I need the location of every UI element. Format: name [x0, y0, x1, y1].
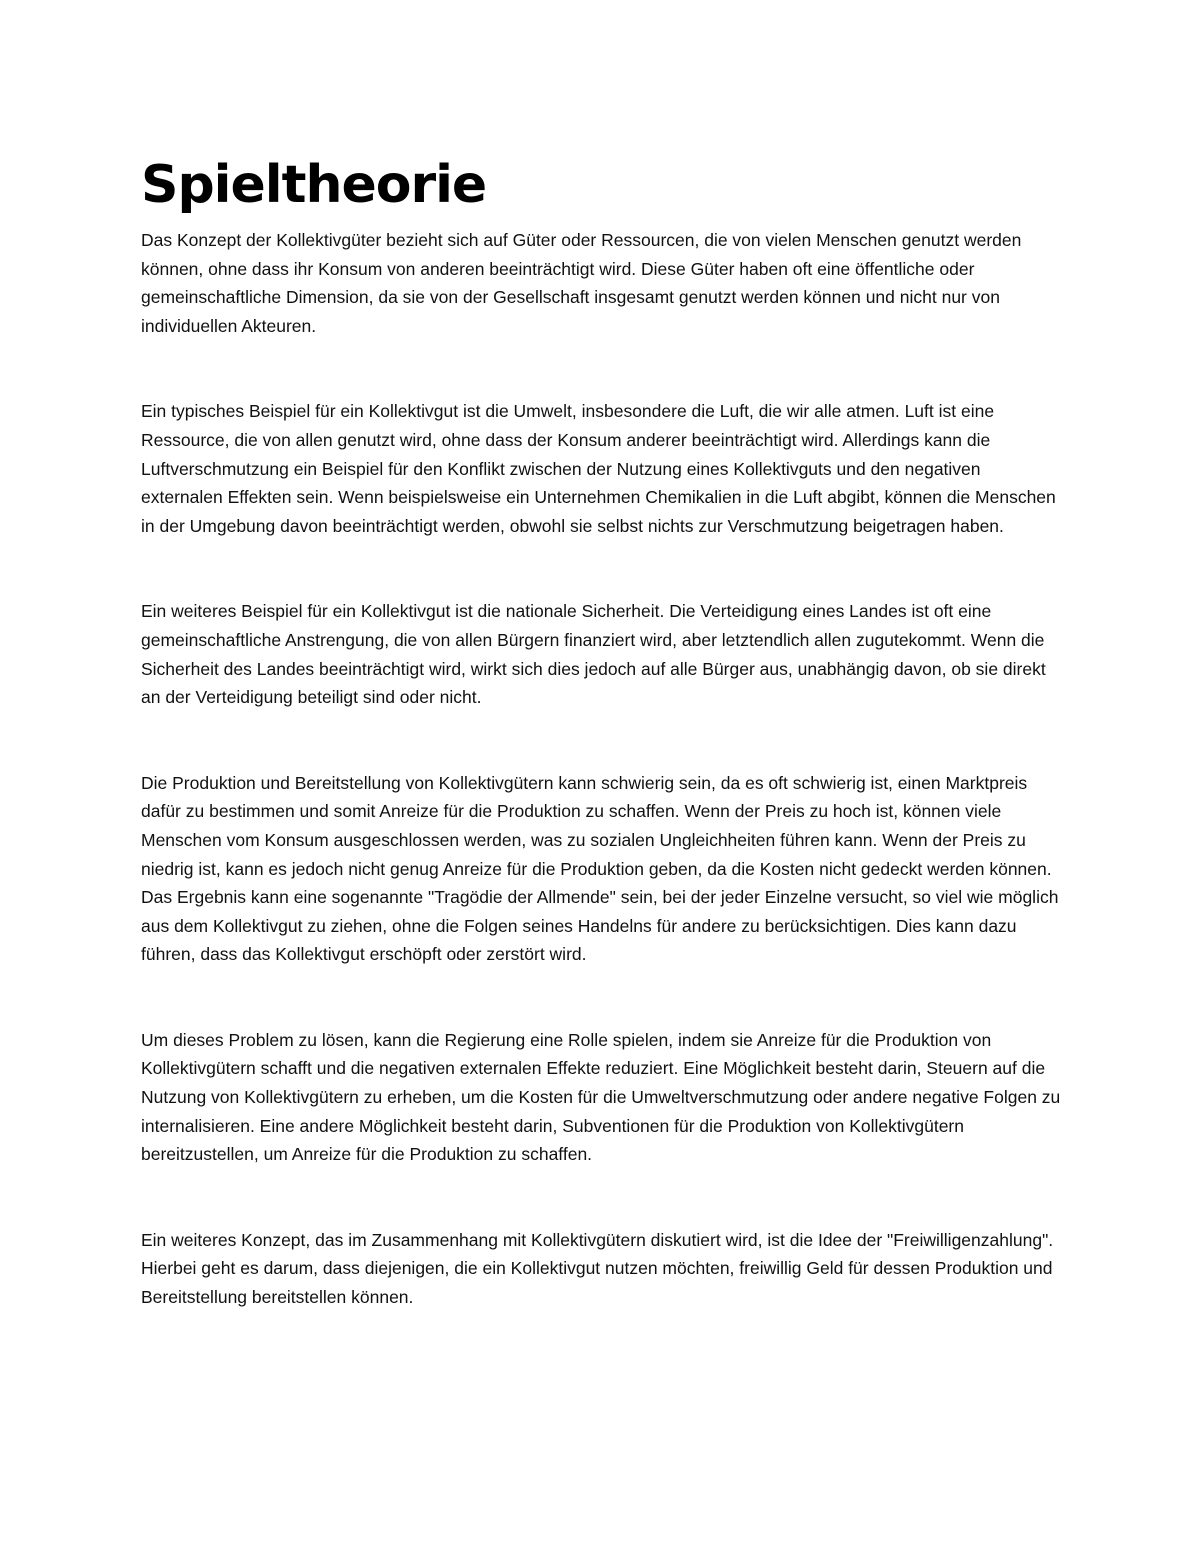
paragraph-6: Ein weiteres Konzept, das im Zusammenhang mit Kollektivgütern diskutiert wird, ist die Idee der "Freiwilligenzahlung". Hierbei geht es darum, dass diejenigen, die ein Kollektivgut nutzen möchten, freiwillig Geld für dessen Produktion und Bereitstellung bereitstellen können. — [141, 1229, 1054, 1308]
document-title: Spieltheorie — [141, 155, 487, 215]
paragraph-4: Die Produktion und Bereitstellung von Kollektivgütern kann schwierig sein, da es oft schwierig ist, einen Marktpreis dafür zu bestimmen und somit Anreize für die Produktion zu schaffen. Wenn der Preis zu hoch ist, können viele Menschen vom Konsum ausgeschlossen werden, was zu sozialen Ungleichheiten führen kann. Wenn der Preis zu niedrig ist, kann es jedoch nicht genug Anreize für die Produktion geben, da die Kosten nicht gedeckt werden können. Das Ergebnis kann eine sogenannte "Tragödie der Allmende" sein, bei der jeder Einzelne versucht, so viel wie möglich aus dem Kollektivgut zu ziehen, ohne die Folgen seines Handelns für andere zu berücksichtigen. Dies kann dazu führen, dass das Kollektivgut erschöpft oder zerstört wird. — [141, 772, 1059, 965]
paragraph-1: Das Konzept der Kollektivgüter bezieht sich auf Güter oder Ressourcen, die von vielen Menschen genutzt werden können, ohne dass ihr Konsum von anderen beeinträchtigt wird. Diese Güter haben oft eine öffentliche oder gemeinschaftliche Dimension, da sie von der Gesellschaft insgesamt genutzt werden können und nicht nur von individuellen Akteuren. — [141, 230, 1022, 336]
paragraph-2: Ein typisches Beispiel für ein Kollektivgut ist die Umwelt, insbesondere die Luft, die wir alle atmen. Luft ist eine Ressource, die von allen genutzt wird, ohne dass der Konsum anderer beeinträchtigt wird. Allerdings kann die Luftverschmutzung ein Beispiel für den Konflikt zwischen der Nutzung eines Kollektivguts und den negativen externalen Effekten sein. Wenn beispielsweise ein Unternehmen Chemikalien in die Luft abgibt, können die Menschen in der Umgebung davon beeinträchtigt werden, obwohl sie selbst nichts zur Verschmutzung beigetragen haben. — [141, 401, 1056, 536]
document-body — [141, 152, 1066, 1369]
paragraph-5: Um dieses Problem zu lösen, kann die Regierung eine Rolle spielen, indem sie Anreize für die Produktion von Kollektivgütern schafft und die negativen externalen Effekte reduziert. Eine Möglichkeit besteht darin, Steuern auf die Nutzung von Kollektivgütern zu erheben, um die Kosten für die Umweltverschmutzung oder andere negative Folgen zu internalisieren. Eine andere Möglichkeit besteht darin, Subventionen für die Produktion von Kollektivgütern bereitzustellen, um Anreize für die Produktion zu schaffen. — [141, 1029, 1061, 1165]
paragraph-3: Ein weiteres Beispiel für ein Kollektivgut ist die nationale Sicherheit. Die Verteidigung eines Landes ist oft eine gemeinschaftliche Anstrengung, die von allen Bürgern finanziert wird, aber letztendlich allen zugutekommt. Wenn die Sicherheit des Landes beeinträchtigt wird, wirkt sich dies jedoch auf alle Bürger aus, unabhängig davon, ob sie direkt an der Verteidigung beteiligt sind oder nicht. — [141, 601, 1046, 708]
